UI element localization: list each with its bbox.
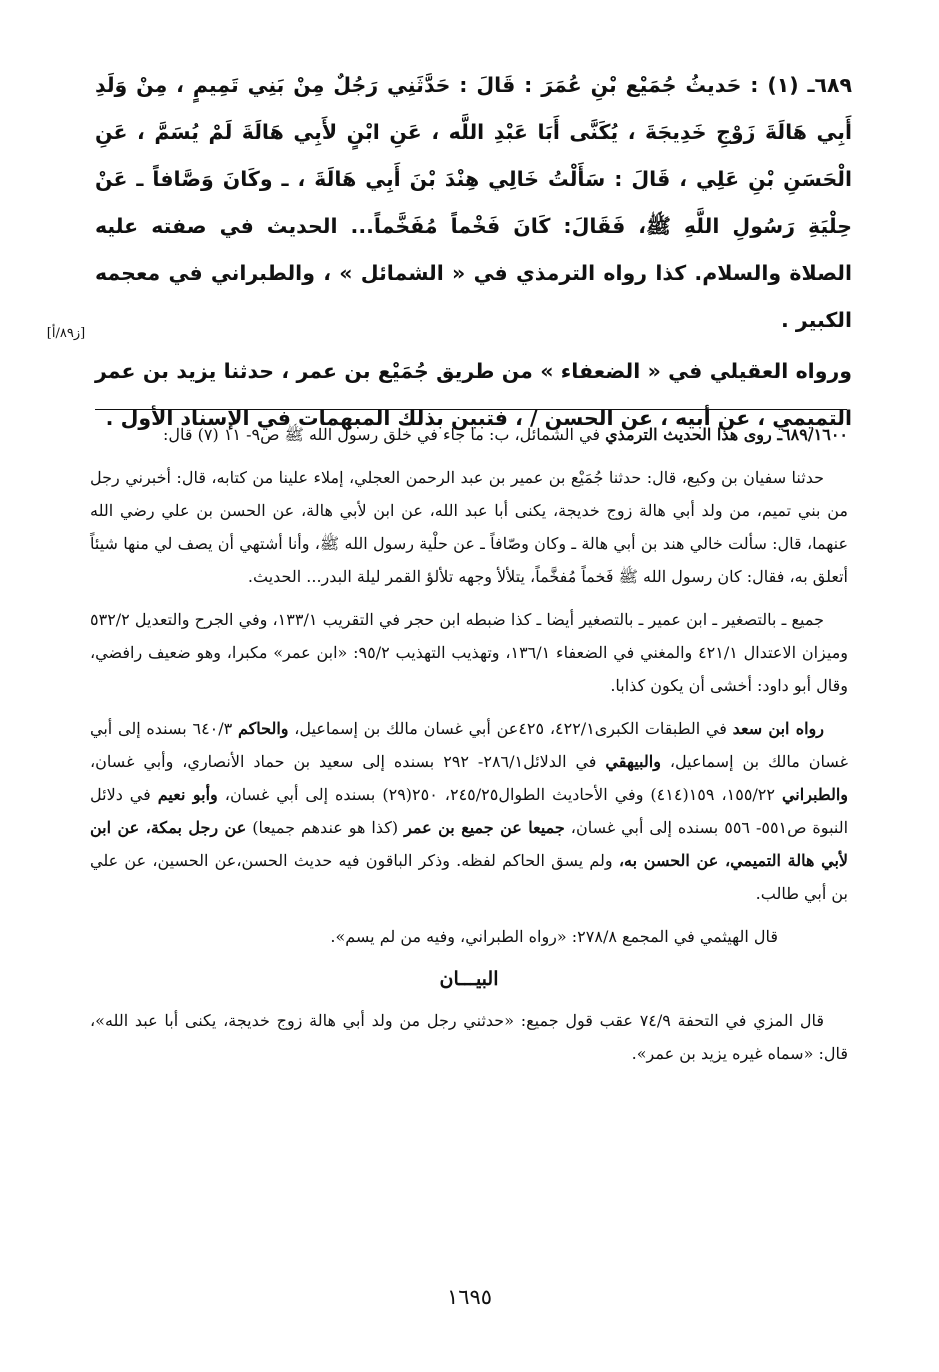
manuscript-folio-reference: [ز٨٩/أ] [46,326,86,341]
footnotes [90,418,848,1080]
footnote-hadith-text: حدثنا سفيان بن وكيع، قال: حدثنا جُمَيْع بن عمير بن عبد الرحمن العجلي، إملاء علينا من كتابه، قال: أخبرني رجل من بني تميم، من ولد أبي هالة زوج خديجة، يكنى أبا عبد الله، عن ابن لأبي هالة، عن الحسن بن علي رضي الله عنهما، قال: سألت خالي هند بن أبي هالة ـ وكان وصّافاً ـ عن حلْية رسول الله ﷺ، وأنا أشتهي أن يصف لي منها شيئاً أتعلق به، فقال: كان رسول الله ﷺ فَخماً مُفخَّماً، يتلألأ وجهه تلألؤ القمر ليلة البدر... الحديث. [90,468,848,586]
main-paragraph-2: ورواه العقيلي في « الضعفاء » من طريق جُمَيْع بن عمر ، حدثنا يزيد بن عمر التميمي ، عن أبيه ، عن الحسن / ، فتبين بذلك المبهمات في الإسناد الأول . [95,359,852,430]
footnote-divider [95,409,847,410]
footnote-number: ٦٨٩/١٦٠٠ـ روى هذا الحديث الترمذي [605,425,848,444]
footnote-takhrij: رواه ابن سعد في الطبقات الكبرى٤٢٢/١، ٤٢٥عن أبي غسان مالك بن إسماعيل، والحاكم ٦٤٠/٣ بسنده إلى أبي غسان مالك بن إسماعيل، والبيهقي في الدلائل٢٨٦/١- ٢٩٢ بسنده إلى سعيد بن حماد الأنصاري، وأبي غسان، والطبراني ١٥٥/٢٢، ١٥٩(٤١٤) وفي الأحاديث الطوال٢٤٥/٢٥، ٢٥٠(٢٩) بسنده إلى أبي غسان، وأبو نعيم في دلائل النبوة ص٥٥١- ٥٥٦ بسنده إلى أبي غسان، جميعا عن جميع بن عمر (كذا هو عندهم جميعا) عن رجل بمكة، عن ابن لأبي هالة التميمي، عن الحسن به، ولم يسق الحاكم لفظه. وذكر الباقون فيه حديث الحسن،عن الحسين، عن علي بن أبي طالب. [90,719,849,903]
footnote-intro: ٦٨٩/١٦٠٠ـ روى هذا الحديث الترمذي في الشمائل، ب: ما جاء في خلق رسول الله ﷺ ص٩- ١١ (٧) قال: [163,425,848,444]
main-paragraph-1: ٦٨٩ـ (١) : حَديثُ جُمَيْع بْنِ عُمَرَ : قَالَ : حَدَّثَنِي رَجُلٌ مِنْ بَنِي تَمِيمٍ ، مِنْ وَلَدِ أَبِي هَالَةَ زَوْجِ خَدِيجَةَ ، يُكَنَّى أَبَا عَبْدِ اللَّه ، عَنِ ابْنٍ لأَبِي هَالَةَ لَمْ يُسَمَّ ، عَنِ الْحَسَنِ بْنِ عَلِي ، قَالَ : سَأَلْتُ خَالِي هِنْدَ بْنَ أَبِي هَالَةَ ، ـ وكَانَ وَصَّافاً ـ عَنْ حِلْيَةِ رَسُولِ اللَّهِ ﷺ، فَقَالَ: كَانَ فَخْماً مُفَخَّماً... الحديث في صفته عليه الصلاة والسلام. كذا رواه الترمذي في « الشمائل » ، والطبراني في معجمه الكبير . [95,73,852,332]
footnote-mizzi: قال المزي في التحفة ٧٤/٩ عقب قول جميع: «حدثني رجل من ولد أبي هالة زوج خديجة، يكنى أبا عبد الله»، قال: «سماه غيره يزيد بن عمر». [90,1011,848,1063]
footnote-narrator-note: جميع ـ بالتصغير ـ ابن عمير ـ بالتصغير أيضا ـ كذا ضبطه ابن حجر في التقريب ١٣٣/١، وفي الجرح والتعديل ٥٣٢/٢ وميزان الاعتدال ٤٢١/١ والمغني في الضعفاء ١٣٦/١، وتهذيب التهذيب ٩٥/٢: «ابن عمر» مكبرا، وهو ضعيف رافضي، وقال أبو داود: أخشى أن يكون كذابا. [90,610,849,695]
main-text [95,62,852,442]
page-number: ١٦٩٥ [446,1285,493,1309]
footnote-haythami: قال الهيثمي في المجمع ٢٧٨/٨: «رواه الطبراني، وفيه من لم يسم». [330,927,778,946]
section-heading: البيـــان [439,968,499,990]
